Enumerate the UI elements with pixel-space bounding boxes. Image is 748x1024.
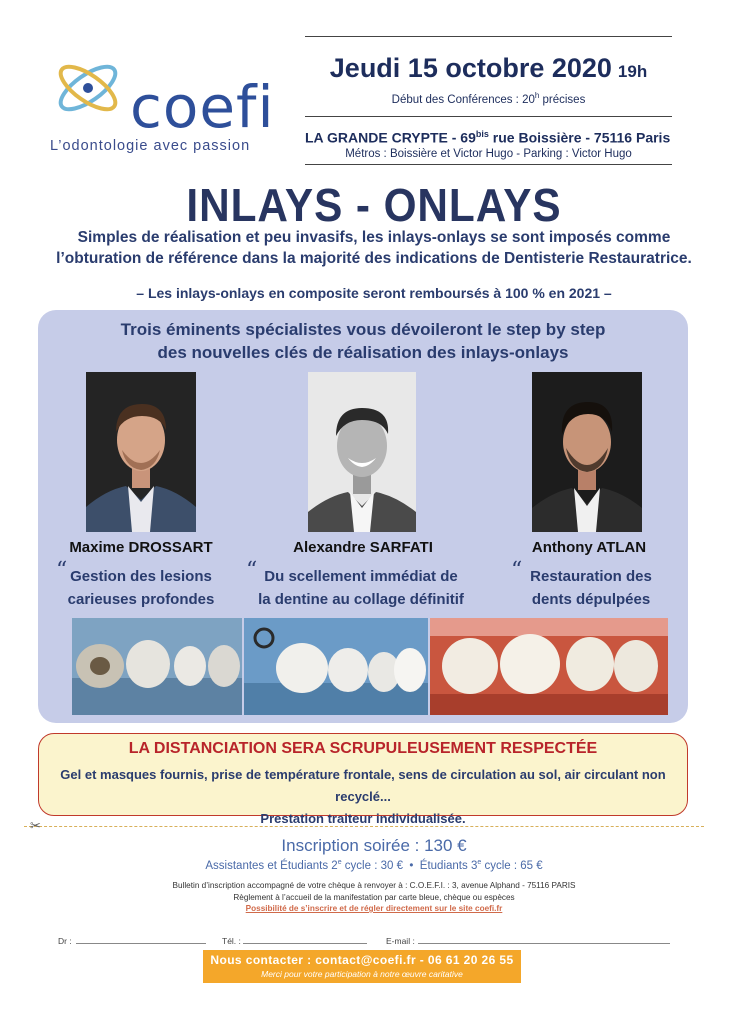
registration-price: Inscription soirée : 130 € <box>281 836 467 855</box>
contact-line <box>203 953 521 967</box>
speaker-photo-drossart <box>86 372 196 532</box>
form-tel-label: Tél. : <box>222 936 241 946</box>
thanks-note: Merci pour votre participation à notre œuvre caritative <box>261 969 463 979</box>
venue-address <box>305 129 672 146</box>
teeth-photo-2 <box>244 618 428 715</box>
topic-line: Gestion des lesions <box>70 568 212 585</box>
metro-parking: Métros : Boissière et Victor Hugo - Parking : Victor Hugo <box>345 148 632 161</box>
quote-icon: “ <box>56 558 68 583</box>
speakers-panel <box>38 310 688 723</box>
speaker-name: Anthony ATLAN <box>531 539 647 556</box>
logo-orbit-icon <box>50 50 140 135</box>
event-info <box>305 36 672 165</box>
start-suffix: précises <box>539 93 586 106</box>
contact-phone[interactable]: 06 61 20 26 55 <box>427 953 514 967</box>
distancing-body <box>39 764 687 830</box>
quote-icon: “ <box>246 558 258 583</box>
venue-text: LA GRANDE CRYPTE - 69 <box>305 129 476 146</box>
tel-field[interactable] <box>243 943 367 944</box>
divider <box>305 164 672 165</box>
start-sup: h <box>534 91 540 100</box>
divider <box>305 36 672 37</box>
contact-separator: - <box>416 953 428 967</box>
bulletin-info <box>0 880 748 915</box>
student-price: Étudiants 3 <box>419 859 478 872</box>
assist-sup: e <box>337 859 342 866</box>
scissors-icon: ✂ <box>30 818 41 833</box>
topic-line: Du scellement immédiat de <box>264 568 458 585</box>
distancing-line: Gel et masques fournis, prise de température frontale, sens de circulation au sol, air circulant non recyclé... <box>60 767 666 804</box>
event-time: 19h <box>617 62 648 81</box>
panel-intro-line: Trois éminents spécialistes vous dévoileront le step by step <box>120 320 606 339</box>
speaker-topic <box>244 565 478 611</box>
speaker-name: Maxime DROSSART <box>69 539 213 556</box>
form-email-label: E-mail : <box>386 936 415 946</box>
speaker-name: Alexandre SARFATI <box>293 539 433 556</box>
venue-suffix: rue Boissière - 75116 Paris <box>488 129 671 146</box>
event-date-text: Jeudi 15 octobre 2020 <box>329 53 612 83</box>
teeth-photo-3 <box>430 618 668 715</box>
bulletin-line: Règlement à l’accueil de la manifestation par carte bleue, chèque ou espèces <box>233 892 515 902</box>
dr-field[interactable] <box>76 943 206 944</box>
assist-price: Assistantes et Étudiants 2 <box>205 859 338 872</box>
student-suffix: cycle : 65 € <box>481 859 543 872</box>
quote-icon: “ <box>511 558 523 583</box>
form-dr-label: Dr : <box>58 936 72 946</box>
panel-intro-line: des nouvelles clés de réalisation des inlays-onlays <box>157 343 569 362</box>
divider <box>305 116 672 117</box>
speaker-photo-atlan <box>532 372 642 532</box>
online-registration-link[interactable]: Possibilité de s’inscrire et de régler directement sur le site coefi.fr <box>245 904 503 913</box>
panel-intro <box>38 318 688 364</box>
brand-tagline: L’odontologie avec passion <box>50 138 251 154</box>
event-date <box>305 55 672 82</box>
distancing-line: Prestation traiteur individualisée. <box>260 811 466 826</box>
email-field[interactable] <box>418 943 670 944</box>
topic-line: dents dépulpées <box>531 591 651 608</box>
reduced-prices <box>0 859 748 872</box>
assist-suffix: cycle : 30 € <box>341 859 403 872</box>
bullet-separator: • <box>409 859 414 872</box>
venue-sup: bis <box>475 128 489 139</box>
intro-text: Simples de réalisation et peu invasifs, les inlays-onlays se sont imposés comme l’obturation de référence dans la majorité des indications de Dentisterie Restauratrice. <box>56 229 692 267</box>
start-text: Début des Conférences : 20 <box>391 93 535 106</box>
brand-wordmark: coefi <box>130 73 275 141</box>
cut-line <box>24 826 704 827</box>
speaker-topic <box>56 565 226 611</box>
page-title: INLAYS - ONLAYS <box>186 179 562 231</box>
contact-label: Nous contacter : <box>210 953 312 967</box>
reimbursement-note: – Les inlays-onlays en composite seront remboursés à 100 % en 2021 – <box>136 285 612 301</box>
coefi-logo <box>50 50 290 160</box>
speaker-topic <box>516 565 666 611</box>
bulletin-line: Bulletin d’inscription accompagné de votre chèque à renvoyer à : C.O.E.F.I. : 3, avenue Alphand - 75116 PARIS <box>172 881 576 890</box>
contact-email-link[interactable]: contact@coefi.fr <box>315 953 417 967</box>
topic-line: Restauration des <box>530 568 652 585</box>
contact-banner <box>203 950 521 983</box>
conference-start <box>305 91 672 106</box>
distancing-title: LA DISTANCIATION SERA SCRUPULEUSEMENT RESPECTÉE <box>128 740 598 757</box>
distancing-notice <box>38 733 688 826</box>
teeth-photo-1 <box>72 618 242 715</box>
topic-line: carieuses profondes <box>67 591 215 608</box>
topic-line: la dentine au collage définitif <box>258 591 464 608</box>
speaker-photo-sarfati <box>308 372 416 532</box>
student-sup: e <box>477 859 482 866</box>
